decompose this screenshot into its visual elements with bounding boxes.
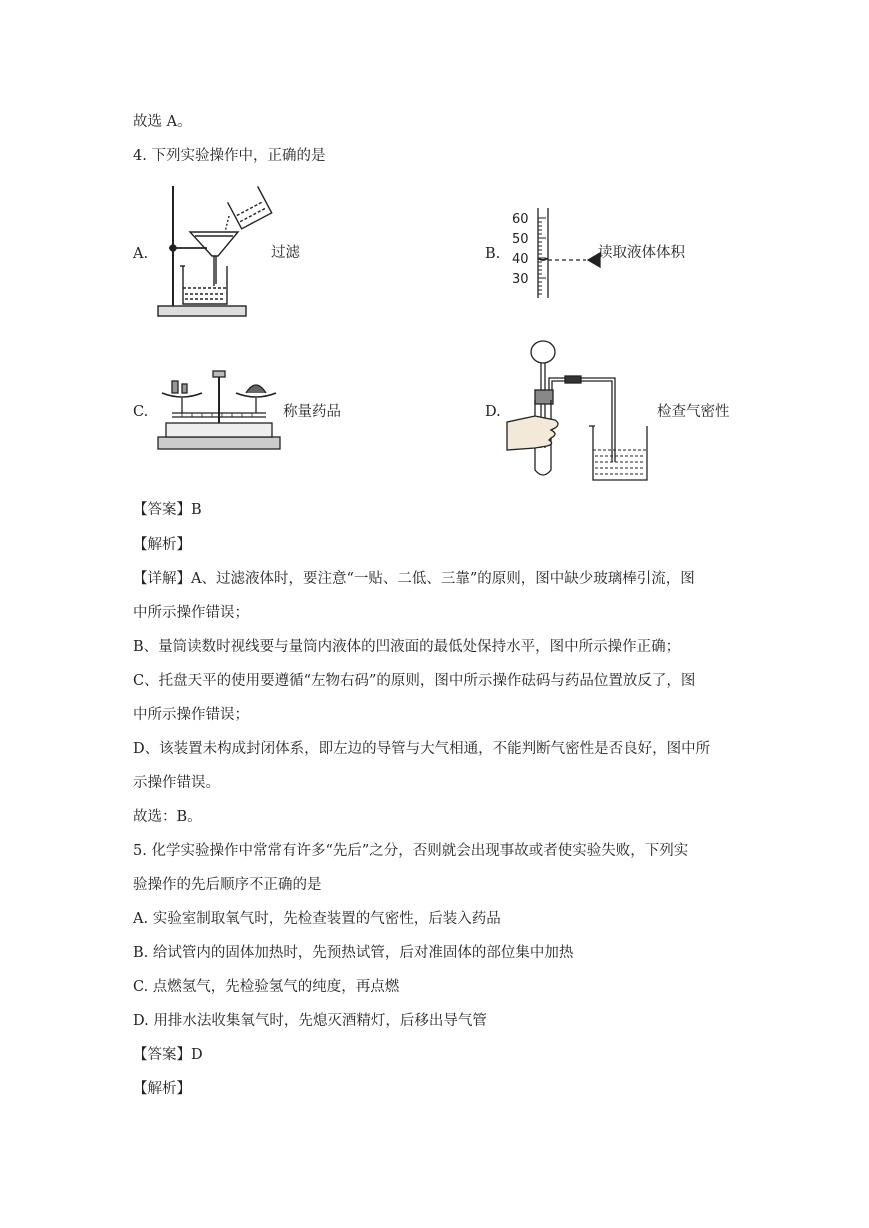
option-b-letter: B. bbox=[485, 246, 501, 262]
detail-line: C、托盘天平的使用要遵循“左物右码”的原则，图中所示操作砝码与药品位置放反了，图 bbox=[133, 673, 696, 689]
detail-line: B、量筒读数时视线要与量筒内液体的凹液面的最低处保持水平，图中所示操作正确； bbox=[133, 639, 681, 655]
detail-line: 【详解】A、过滤液体时，要注意“一贴、二低、三靠”的原则，图中缺少玻璃棒引流，图 bbox=[133, 571, 695, 587]
question-4-conclusion: 故选：B。 bbox=[133, 809, 202, 825]
graduated-cylinder-figure bbox=[508, 206, 608, 302]
question-5-answer: 【答案】D bbox=[133, 1047, 203, 1063]
question-5-option-c: C. 点燃氢气，先检验氢气的纯度，再点燃 bbox=[133, 979, 400, 995]
detail-line: 示操作错误。 bbox=[133, 775, 220, 791]
previous-conclusion: 故选 A。 bbox=[133, 114, 192, 130]
question-5-option-d: D. 用排水法收集氧气时，先熄灭酒精灯，后移出导气管 bbox=[133, 1013, 487, 1029]
question-5-option-b: B. 给试管内的固体加热时，先预热试管，后对准固体的部位集中加热 bbox=[133, 945, 574, 961]
question-5-stem-line: 5. 化学实验操作中常常有许多“先后”之分，否则就会出现事故或者使实验失败，下列实 bbox=[133, 843, 689, 859]
question-5-stem-line: 验操作的先后顺序不正确的是 bbox=[133, 877, 322, 893]
cylinder-tick-label: 40 bbox=[512, 252, 529, 267]
question-4-stem: 4. 下列实验操作中，正确的是 bbox=[133, 148, 326, 164]
detail-line: 中所示操作错误； bbox=[133, 605, 249, 621]
filtration-apparatus-figure bbox=[155, 186, 275, 321]
question-4-answer: 【答案】B bbox=[133, 502, 202, 518]
detail-line: 中所示操作错误； bbox=[133, 707, 249, 723]
balance-figure bbox=[152, 365, 287, 455]
option-c-letter: C. bbox=[133, 404, 149, 420]
cylinder-tick-label: 50 bbox=[512, 232, 529, 247]
cylinder-tick-label: 60 bbox=[512, 212, 529, 227]
detail-line: D、该装置未构成封闭体系，即左边的导管与大气相通，不能判断气密性是否良好，图中所 bbox=[133, 741, 711, 757]
option-d-caption: 检查气密性 bbox=[657, 404, 730, 420]
option-d-letter: D. bbox=[485, 404, 501, 420]
question-5-option-a: A. 实验室制取氧气时，先检查装置的气密性，后装入药品 bbox=[133, 911, 501, 927]
option-a-letter: A. bbox=[133, 246, 149, 262]
option-b-caption: 读取液体体积 bbox=[598, 245, 685, 261]
question-5-analysis-heading: 【解析】 bbox=[133, 1081, 191, 1097]
airtightness-apparatus-figure bbox=[505, 338, 665, 483]
option-c-caption: 称量药品 bbox=[283, 404, 341, 420]
option-a-caption: 过滤 bbox=[271, 245, 300, 261]
question-4-analysis-heading: 【解析】 bbox=[133, 537, 191, 553]
cylinder-tick-label: 30 bbox=[512, 272, 529, 287]
